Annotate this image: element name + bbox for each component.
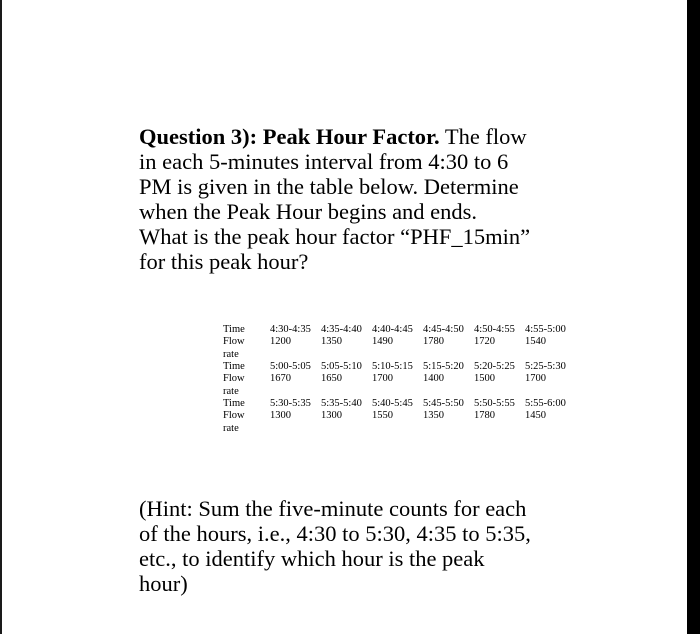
question-text <box>139 124 589 274</box>
question-line-1-rest: The flow <box>439 124 527 149</box>
time-cell: 5:35-5:40 <box>321 398 362 409</box>
time-cell: 5:25-5:30 <box>525 361 566 372</box>
time-cell: 5:40-5:45 <box>372 398 413 409</box>
time-cell: 5:00-5:05 <box>270 361 311 372</box>
flow-cell: 1650 <box>321 373 342 384</box>
flow-row <box>223 410 576 422</box>
flow-cell: 1780 <box>474 410 495 421</box>
hint-line-3: etc., to identify which hour is the peak <box>139 546 485 571</box>
hint-line-1: (Hint: Sum the five-minute counts for each <box>139 496 527 521</box>
rate-label: rate <box>223 386 239 397</box>
flow-cell: 1780 <box>423 336 444 347</box>
question-heading: Question 3): Peak Hour Factor. <box>139 124 440 149</box>
question-line-1 <box>139 124 589 149</box>
question-line-5: What is the peak hour factor “PHF_15min” <box>139 224 531 249</box>
time-cell: 5:15-5:20 <box>423 361 464 372</box>
flow-cell: 1500 <box>474 373 495 384</box>
time-cell: 5:30-5:35 <box>270 398 311 409</box>
flow-cell: 1700 <box>525 373 546 384</box>
flow-cell: 1350 <box>321 336 342 347</box>
time-label: Time <box>223 398 245 409</box>
flow-cell: 1670 <box>270 373 291 384</box>
hint-text <box>139 496 599 596</box>
flow-cell: 1450 <box>525 410 546 421</box>
flow-cell: 1200 <box>270 336 291 347</box>
rate-label: rate <box>223 349 239 360</box>
rate-row <box>223 348 576 361</box>
flow-cell: 1350 <box>423 410 444 421</box>
question-line-2: in each 5-minutes interval from 4:30 to 6 <box>139 149 509 174</box>
time-cell: 5:20-5:25 <box>474 361 515 372</box>
flow-cell: 1700 <box>372 373 393 384</box>
time-cell: 5:05-5:10 <box>321 361 362 372</box>
hint-line-4: hour) <box>139 571 188 596</box>
flow-cell: 1300 <box>321 410 342 421</box>
time-label: Time <box>223 361 245 372</box>
rate-row <box>223 385 576 398</box>
flow-cell: 1300 <box>270 410 291 421</box>
flow-cell: 1720 <box>474 336 495 347</box>
flow-label: Flow <box>223 336 245 347</box>
time-cell: 5:45-5:50 <box>423 398 464 409</box>
rate-label: rate <box>223 423 239 434</box>
flow-cell: 1550 <box>372 410 393 421</box>
time-cell: 4:40-4:45 <box>372 324 413 335</box>
flow-row <box>223 336 576 348</box>
flow-label: Flow <box>223 373 245 384</box>
flow-cell: 1540 <box>525 336 546 347</box>
time-cell: 4:50-4:55 <box>474 324 515 335</box>
question-line-3: PM is given in the table below. Determine <box>139 174 519 199</box>
rate-row <box>223 422 576 435</box>
time-row <box>223 361 576 373</box>
time-label: Time <box>223 324 245 335</box>
flow-rate-table <box>223 324 576 435</box>
flow-label: Flow <box>223 410 245 421</box>
flow-cell: 1490 <box>372 336 393 347</box>
time-cell: 4:30-4:35 <box>270 324 311 335</box>
question-line-4: when the Peak Hour begins and ends. <box>139 199 478 224</box>
time-cell: 4:35-4:40 <box>321 324 362 335</box>
hint-line-2: of the hours, i.e., 4:30 to 5:30, 4:35 to 5:35, <box>139 521 531 546</box>
time-row <box>223 324 576 336</box>
question-line-6: for this peak hour? <box>139 249 309 274</box>
time-cell: 5:50-5:55 <box>474 398 515 409</box>
time-row <box>223 398 576 410</box>
flow-cell: 1400 <box>423 373 444 384</box>
left-edge-border <box>0 0 2 634</box>
time-cell: 5:55-6:00 <box>525 398 566 409</box>
time-cell: 4:55-5:00 <box>525 324 566 335</box>
time-cell: 5:10-5:15 <box>372 361 413 372</box>
time-cell: 4:45-4:50 <box>423 324 464 335</box>
right-edge-border <box>687 0 700 634</box>
flow-row <box>223 373 576 385</box>
